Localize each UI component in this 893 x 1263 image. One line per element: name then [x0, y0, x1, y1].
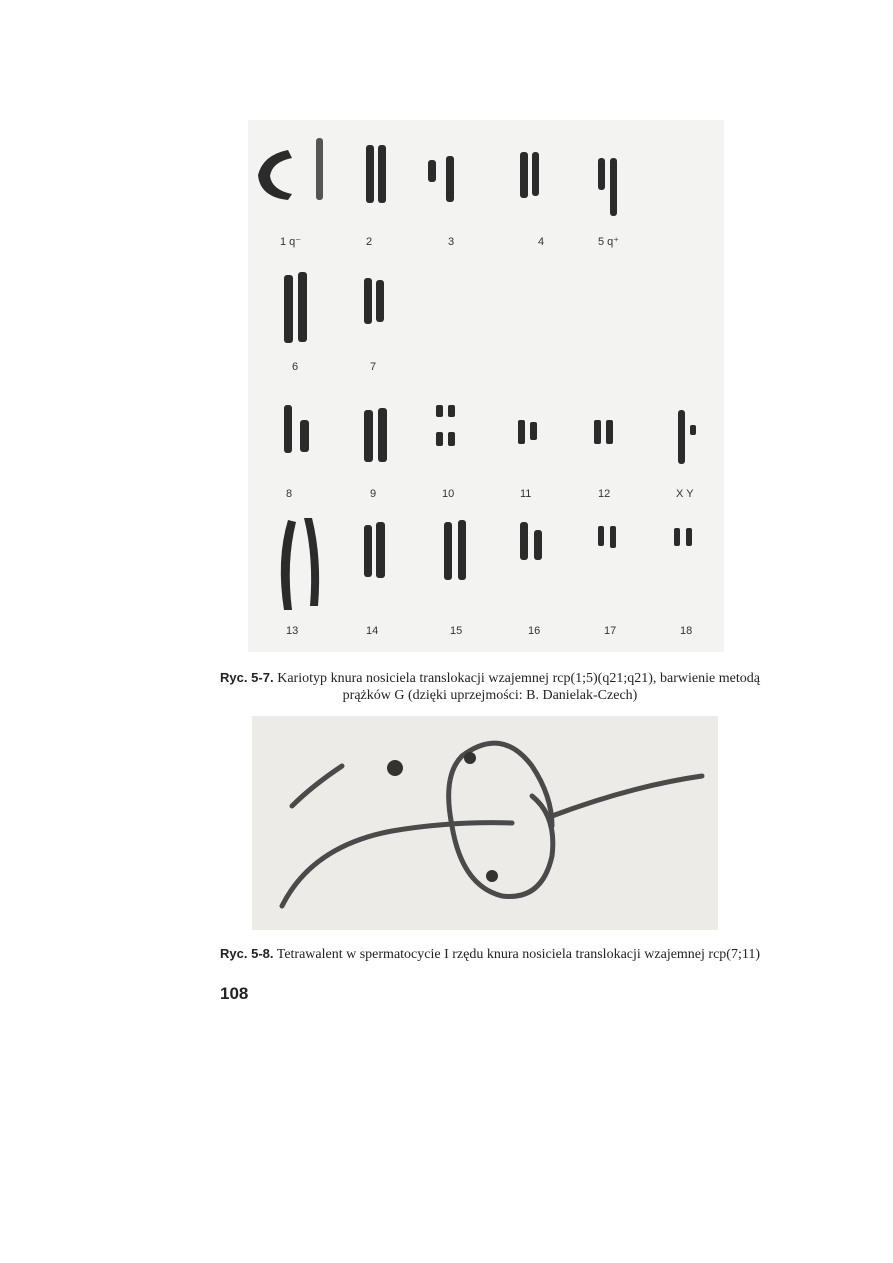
chromosome-label-15: 15 — [450, 625, 463, 637]
chromosome-label-13: 13 — [286, 625, 299, 637]
chromosome-label-3: 3 — [448, 236, 455, 248]
karyotype-figure — [248, 120, 724, 652]
tetravalent-micrograph — [252, 716, 718, 930]
chromosome-label-5: 5 q⁺ — [598, 236, 620, 248]
chromosome-label-16: 16 — [528, 625, 541, 637]
chromosome-label-4: 4 — [538, 236, 545, 248]
figure-caption-5-8 — [220, 945, 760, 963]
chromosome-label-7: 7 — [370, 361, 377, 373]
caption-text: Tetrawalent w spermatocycie I rzędu knura nosiciela translokacji wzajemnej rcp(7;11) — [276, 947, 760, 962]
figure-caption-5-7 — [220, 669, 760, 704]
chromosome-label-18: 18 — [680, 625, 693, 637]
chromosome-label-2: 2 — [366, 236, 373, 248]
chromosome-label-xy: X Y — [676, 488, 694, 500]
chromosome-label-8: 8 — [286, 488, 293, 500]
chromosome-label-9: 9 — [370, 488, 377, 500]
chromosome-label-1: 1 q⁻ — [280, 236, 302, 248]
chromosome-label-6: 6 — [292, 361, 299, 373]
chromosome-label-11: 11 — [520, 488, 532, 500]
chromosome-label-12: 12 — [598, 488, 611, 500]
chromosome-label-17: 17 — [604, 625, 617, 637]
chromosome-label-10: 10 — [442, 488, 455, 500]
page-number: 108 — [220, 984, 249, 1003]
caption-text: Kariotyp knura nosiciela translokacji wzajemnej rcp(1;5)(q21;q21), barwienie metodą prążków G (dzięki uprzejmości: B. Danielak-Czech) — [277, 671, 760, 703]
caption-tag: Ryc. 5-8. — [220, 946, 274, 961]
karyotype-image — [248, 120, 724, 652]
caption-tag: Ryc. 5-7. — [220, 670, 274, 685]
chromosome-label-14: 14 — [366, 625, 379, 637]
micrograph-image — [252, 716, 718, 930]
